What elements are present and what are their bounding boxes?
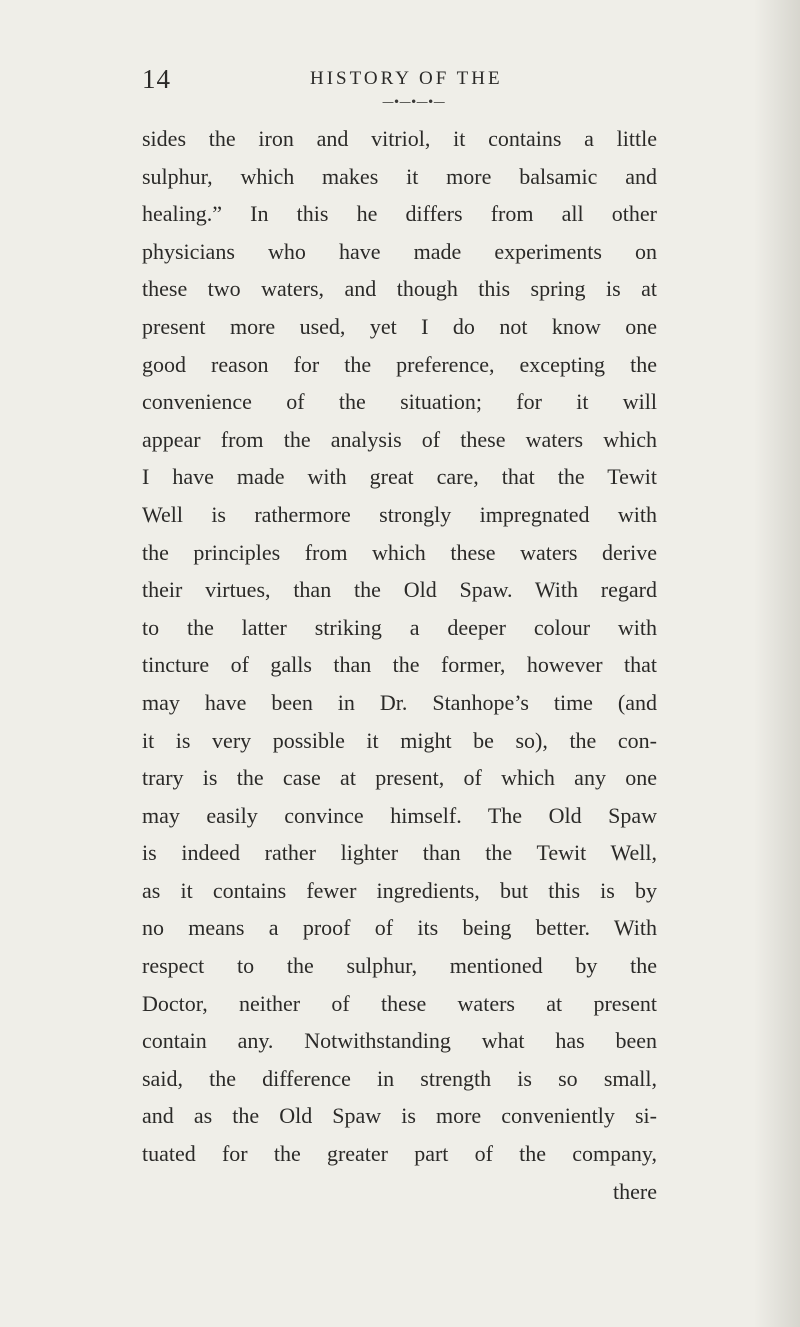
text-line: sides the iron and vitriol, it contains a little — [142, 126, 657, 151]
text-line: appear from the analysis of these waters which — [142, 426, 657, 452]
text-line: convenience of the situation; for it will — [142, 389, 657, 415]
text-line: it is very possible it might be so), the con- — [142, 727, 657, 753]
text-line: and as the Old Spaw is more conveniently si- — [142, 1103, 657, 1129]
text-line: may easily convince himself. The Old Spaw — [142, 802, 657, 828]
header-ornament: —•—•—•— — [382, 95, 445, 109]
text-line: as it contains fewer ingredients, but this is by — [142, 877, 657, 903]
text-line: I have made with great care, that the Tewit — [142, 464, 657, 490]
page-edge-shadow — [754, 0, 800, 1327]
text-line: tuated for the greater part of the company, — [142, 1141, 657, 1167]
text-line: respect to the sulphur, mentioned by the — [142, 953, 657, 979]
page-number: 14 — [142, 64, 171, 94]
text-line: Doctor, neither of these waters at present — [142, 990, 657, 1016]
text-line: said, the difference in strength is so small, — [142, 1065, 657, 1091]
text-line: Well is rathermore strongly impregnated with — [142, 501, 657, 527]
text-line: the principles from which these waters derive — [142, 539, 657, 565]
text-line: these two waters, and though this spring is at — [142, 276, 657, 302]
text-line: trary is the case at present, of which any one — [142, 765, 657, 791]
body-text — [142, 120, 657, 1210]
text-line: their virtues, than the Old Spaw. With regard — [142, 577, 657, 603]
catchword: there — [613, 1178, 657, 1204]
text-line: no means a proof of its being better. With — [142, 915, 657, 941]
text-line: healing.” In this he differs from all other — [142, 201, 657, 227]
text-line: to the latter striking a deeper colour with — [142, 614, 657, 640]
running-head-title: HISTORY OF THE — [310, 68, 503, 89]
text-line: is indeed rather lighter than the Tewit Well, — [142, 840, 657, 866]
text-line: physicians who have made experiments on — [142, 238, 657, 264]
text-line: present more used, yet I do not know one — [142, 313, 657, 339]
text-line: sulphur, which makes it more balsamic and — [142, 163, 657, 189]
text-line: good reason for the preference, excepting the — [142, 351, 657, 377]
text-line: contain any. Notwithstanding what has been — [142, 1028, 657, 1054]
text-line: tincture of galls than the former, however that — [142, 652, 657, 678]
text-line: may have been in Dr. Stanhope’s time (and — [142, 689, 657, 715]
